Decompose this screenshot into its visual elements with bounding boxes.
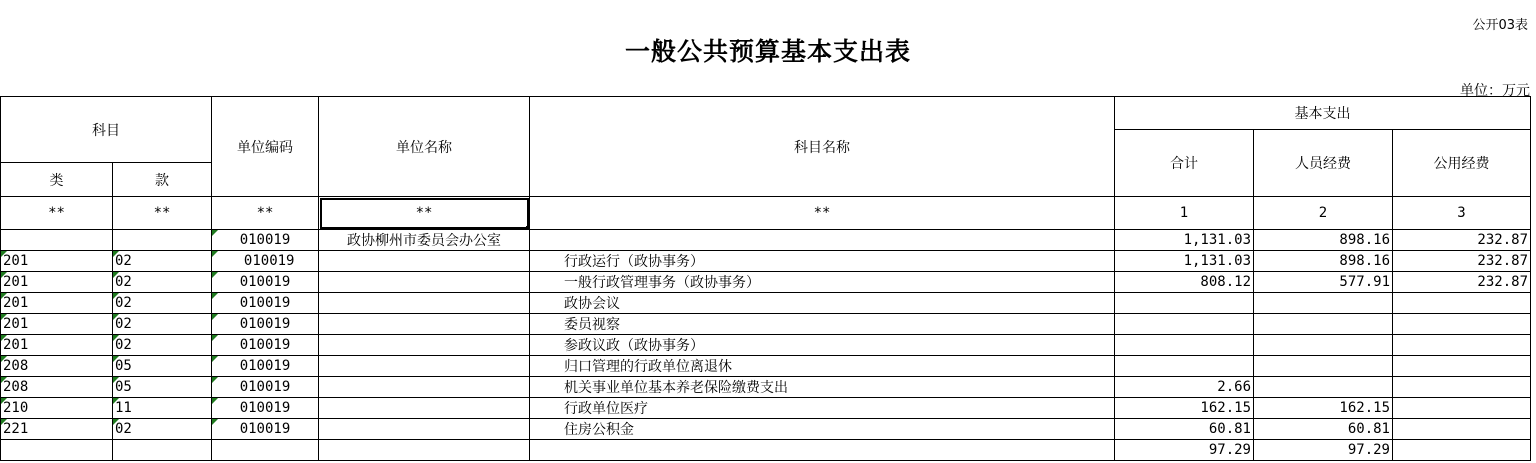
total-cell[interactable]: 60.81 [1115, 419, 1254, 440]
item-cell[interactable] [113, 230, 212, 251]
unit-code-cell[interactable]: 010019 [212, 335, 319, 356]
index-cell[interactable]: 1 [1115, 197, 1254, 230]
category-cell[interactable]: 208 [1, 377, 113, 398]
header-unit-code[interactable]: 单位编码 [212, 97, 319, 197]
index-row [1, 197, 1531, 230]
index-cell[interactable]: ** [1, 197, 113, 230]
total-cell[interactable]: 162.15 [1115, 398, 1254, 419]
table-row [1, 314, 1531, 335]
item-cell[interactable]: 02 [113, 419, 212, 440]
table-row [1, 398, 1531, 419]
item-cell[interactable]: 02 [113, 314, 212, 335]
unit-name-cell[interactable] [319, 398, 530, 419]
item-cell[interactable]: 11 [113, 398, 212, 419]
unit-code-cell[interactable]: 010019 [212, 419, 319, 440]
unit-name-cell[interactable] [319, 356, 530, 377]
unit-name-cell[interactable] [319, 272, 530, 293]
unit-name-cell[interactable] [319, 314, 530, 335]
public-cell[interactable]: 232.87 [1393, 272, 1531, 293]
report-title: 一般公共预算基本支出表 [624, 37, 911, 66]
personnel-cell[interactable] [1254, 293, 1393, 314]
personnel-cell[interactable]: 162.15 [1254, 398, 1393, 419]
category-cell[interactable]: 201 [1, 251, 113, 272]
personnel-cell[interactable]: 898.16 [1254, 251, 1393, 272]
unit-code-cell[interactable]: 010019 [212, 272, 319, 293]
unit-code-cell[interactable]: 010019 [212, 314, 319, 335]
unit-code-cell[interactable] [212, 440, 319, 461]
table-row [1, 419, 1531, 440]
header-subject-name[interactable]: 科目名称 [530, 97, 1115, 197]
unit-name-cell[interactable] [319, 335, 530, 356]
item-cell[interactable]: 05 [113, 377, 212, 398]
item-cell[interactable]: 02 [113, 251, 212, 272]
header-total[interactable]: 合计 [1115, 130, 1254, 197]
index-cell[interactable]: ** [212, 197, 319, 230]
personnel-cell[interactable]: 898.16 [1254, 230, 1393, 251]
subject-name-cell[interactable]: 一般行政管理事务（政协事务） [530, 272, 1115, 293]
unit-name-cell[interactable] [319, 377, 530, 398]
subject-name-cell[interactable]: 归口管理的行政单位离退休 [530, 356, 1115, 377]
unit-code-cell[interactable]: 010019 [212, 230, 319, 251]
index-cell[interactable]: ** [113, 197, 212, 230]
table-row [1, 356, 1531, 377]
table-row [1, 230, 1531, 251]
category-cell[interactable]: 221 [1, 419, 113, 440]
budget-table [0, 96, 1531, 461]
header-public[interactable]: 公用经费 [1393, 130, 1531, 197]
unit-name-cell[interactable] [319, 419, 530, 440]
category-cell[interactable]: 208 [1, 356, 113, 377]
unit-code-cell[interactable]: 010019 [212, 251, 319, 272]
public-cell[interactable] [1393, 440, 1531, 461]
category-cell[interactable]: 201 [1, 272, 113, 293]
subject-name-cell[interactable]: 机关事业单位基本养老保险缴费支出 [530, 377, 1115, 398]
table-row [1, 440, 1531, 461]
subject-name-cell[interactable]: 行政运行（政协事务） [530, 251, 1115, 272]
unit-name-cell[interactable] [319, 440, 530, 461]
unit-code-cell[interactable]: 010019 [212, 377, 319, 398]
total-cell[interactable]: 808.12 [1115, 272, 1254, 293]
unit-code-cell[interactable]: 010019 [212, 356, 319, 377]
subject-name-cell[interactable]: 住房公积金 [530, 419, 1115, 440]
public-cell[interactable] [1393, 398, 1531, 419]
item-cell[interactable] [113, 440, 212, 461]
index-cell[interactable]: 3 [1393, 197, 1531, 230]
total-cell[interactable] [1115, 335, 1254, 356]
total-cell[interactable]: 2.66 [1115, 377, 1254, 398]
item-cell[interactable]: 02 [113, 293, 212, 314]
total-cell[interactable] [1115, 356, 1254, 377]
header-unit-name[interactable]: 单位名称 [319, 97, 530, 197]
item-cell[interactable]: 02 [113, 272, 212, 293]
unit-name-cell[interactable] [319, 293, 530, 314]
category-cell[interactable]: 201 [1, 293, 113, 314]
index-cell[interactable]: ** [530, 197, 1115, 230]
form-code: 公开03表 [1472, 18, 1528, 33]
total-cell[interactable]: 1,131.03 [1115, 251, 1254, 272]
header-category[interactable]: 类 [1, 163, 113, 197]
personnel-cell[interactable] [1254, 377, 1393, 398]
unit-code-cell[interactable]: 010019 [212, 398, 319, 419]
table-row [1, 293, 1531, 314]
unit-code-cell[interactable]: 010019 [212, 293, 319, 314]
personnel-cell[interactable]: 97.29 [1254, 440, 1393, 461]
subject-name-cell[interactable] [530, 440, 1115, 461]
table-row [1, 377, 1531, 398]
category-cell[interactable]: 201 [1, 335, 113, 356]
public-cell[interactable] [1393, 419, 1531, 440]
public-cell[interactable] [1393, 314, 1531, 335]
header-personnel[interactable]: 人员经费 [1254, 130, 1393, 197]
table-row [1, 251, 1531, 272]
item-cell[interactable]: 05 [113, 356, 212, 377]
personnel-cell[interactable] [1254, 314, 1393, 335]
public-cell[interactable] [1393, 356, 1531, 377]
table-row [1, 335, 1531, 356]
subject-name-cell[interactable]: 行政单位医疗 [530, 398, 1115, 419]
item-cell[interactable]: 02 [113, 335, 212, 356]
personnel-cell[interactable] [1254, 335, 1393, 356]
total-cell[interactable] [1115, 314, 1254, 335]
category-cell[interactable]: 201 [1, 314, 113, 335]
index-cell[interactable]: 2 [1254, 197, 1393, 230]
subject-name-cell[interactable] [530, 230, 1115, 251]
header-item[interactable]: 款 [113, 163, 212, 197]
public-cell[interactable] [1393, 293, 1531, 314]
subject-name-cell[interactable]: 政协会议 [530, 293, 1115, 314]
personnel-cell[interactable]: 577.91 [1254, 272, 1393, 293]
header-subject[interactable]: 科目 [1, 97, 212, 163]
unit-name-cell[interactable] [319, 251, 530, 272]
personnel-cell[interactable] [1254, 356, 1393, 377]
total-cell[interactable]: 97.29 [1115, 440, 1254, 461]
public-cell[interactable] [1393, 335, 1531, 356]
category-cell[interactable]: 210 [1, 398, 113, 419]
table-row [1, 272, 1531, 293]
category-cell[interactable] [1, 230, 113, 251]
total-cell[interactable] [1115, 293, 1254, 314]
category-cell[interactable] [1, 440, 113, 461]
unit-name-cell[interactable]: 政协柳州市委员会办公室 [319, 230, 530, 251]
header-basic-expense[interactable]: 基本支出 [1115, 97, 1531, 130]
unit-label: 单位：万元 [1460, 83, 1530, 99]
personnel-cell[interactable]: 60.81 [1254, 419, 1393, 440]
subject-name-cell[interactable]: 参政议政（政协事务） [530, 335, 1115, 356]
public-cell[interactable]: 232.87 [1393, 251, 1531, 272]
public-cell[interactable] [1393, 377, 1531, 398]
index-cell-selected[interactable]: ** [319, 197, 530, 230]
subject-name-cell[interactable]: 委员视察 [530, 314, 1115, 335]
total-cell[interactable]: 1,131.03 [1115, 230, 1254, 251]
public-cell[interactable]: 232.87 [1393, 230, 1531, 251]
